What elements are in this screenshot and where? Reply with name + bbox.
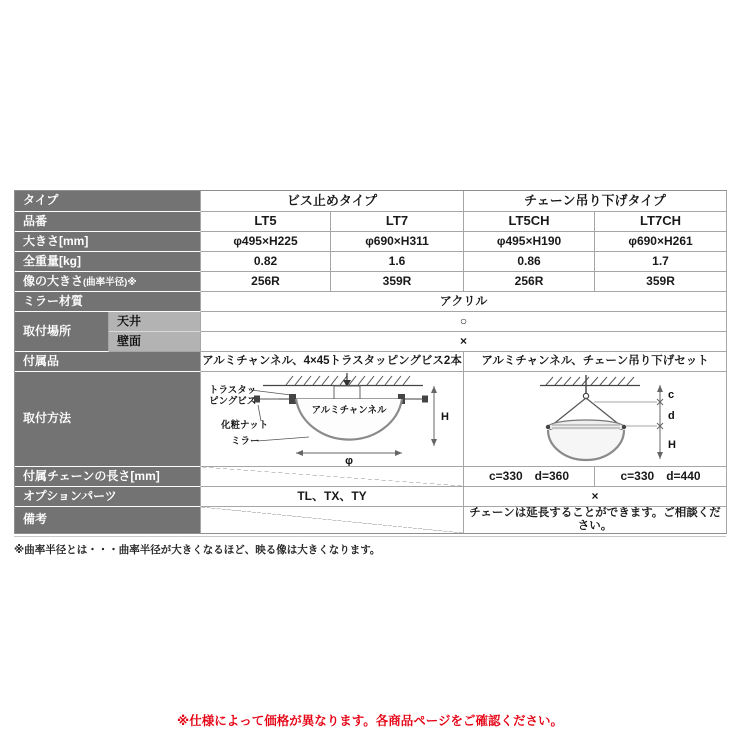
phi-arrow-right-icon: [395, 450, 402, 456]
model-name-cell: LT5CH: [464, 212, 595, 232]
group-header-screw-type: ビス止めタイプ: [201, 191, 464, 212]
model-name-cell: LT5: [201, 212, 331, 232]
row-part-no: [15, 212, 727, 232]
h-dimension-label: H: [441, 410, 449, 423]
row-option-parts: [15, 487, 727, 507]
aluminum-channel-shape: [334, 386, 360, 399]
row-label-material: ミラー材質: [15, 292, 201, 312]
c-dimension-label: c: [668, 388, 675, 401]
row-label-image-size: [15, 272, 201, 292]
ceiling-hatch: [546, 377, 634, 385]
row-label-image-size-main: 像の大きさ: [23, 273, 84, 288]
mirror-dome-shape: [548, 430, 624, 460]
weight-value-cell: 0.82: [201, 252, 331, 272]
weight-value-cell: 1.7: [595, 252, 727, 272]
mirror-label: ミラー: [231, 435, 260, 447]
row-label-mount-method: 取付方法: [15, 372, 201, 467]
row-mount-wall: [15, 332, 727, 352]
image-size-value-cell: 256R: [464, 272, 595, 292]
row-material: [15, 292, 727, 312]
chain-mount-diagram-svg: [464, 373, 726, 466]
screw-left-icon: [289, 394, 296, 404]
row-chain-length: [15, 467, 727, 487]
image-size-value-cell: 359R: [331, 272, 464, 292]
screw-label-leader: [251, 390, 291, 395]
mount-wall-label-cell: 壁面: [109, 332, 201, 352]
row-weight: [15, 252, 727, 272]
row-image-size: [15, 272, 727, 292]
hook-icon: [583, 393, 588, 398]
row-accessories: [15, 352, 727, 372]
size-value-cell: φ495×H225: [201, 232, 331, 252]
row-size: [15, 232, 727, 252]
channel-label: アルミチャンネル: [311, 404, 387, 416]
dim-arrow-top-icon: [657, 385, 663, 392]
image-size-value-cell: 359R: [595, 272, 727, 292]
screw-label-line1: トラスタッ: [209, 384, 257, 396]
chain-length-value-cell: c=330 d=440: [595, 467, 727, 487]
group-header-chain-type: チェーン吊り下げタイプ: [464, 191, 727, 212]
mount-ceiling-label-cell: 天井: [109, 312, 201, 332]
accessories-screw-cell: アルミチャンネル、4×45トラスタッピングビス2本: [201, 352, 464, 372]
row-label-size: 大きさ[mm]: [15, 232, 201, 252]
size-value-cell: φ495×H190: [464, 232, 595, 252]
phi-arrow-left-icon: [296, 450, 303, 456]
curvature-footnote: ※曲率半径とは・・・曲率半径が大きくなるほど、映る像は大きくなります。: [14, 544, 381, 556]
remarks-value-cell: チェーンは延長することができます。ご相談ください。: [464, 507, 727, 534]
product-spec-table: [14, 190, 727, 534]
chain-mount-diagram: [464, 372, 727, 467]
option-parts-screw-cell: TL、TX、TY: [201, 487, 464, 507]
phi-dimension-label: φ: [345, 454, 353, 466]
nut-label: 化粧ナット: [221, 419, 269, 431]
model-name-cell: LT7CH: [595, 212, 727, 232]
row-label-mount-location: 取付場所: [15, 312, 109, 352]
row-label-accessories: 付属品: [15, 352, 201, 372]
weight-value-cell: 0.86: [464, 252, 595, 272]
mirror-label-leader: [257, 437, 309, 441]
row-label-option-parts: オプションパーツ: [15, 487, 201, 507]
nut-label-leader: [258, 405, 261, 421]
screw-label-line2: ピングビス: [209, 395, 257, 407]
row-remarks: [15, 507, 727, 534]
dim-arrow-bottom-icon: [657, 452, 663, 459]
chain-length-value-cell: c=330 d=360: [464, 467, 595, 487]
row-label-type: タイプ: [15, 191, 201, 212]
weight-value-cell: 1.6: [331, 252, 464, 272]
material-value-cell: アクリル: [201, 292, 727, 312]
accessories-chain-cell: アルミチャンネル、チェーン吊り下げセット: [464, 352, 727, 372]
row-label-part-no: 品番: [15, 212, 201, 232]
row-label-chain-length: 付属チェーンの長さ[mm]: [15, 467, 201, 487]
row-label-remarks: 備考: [15, 507, 201, 534]
h-dimension-label: H: [668, 438, 676, 451]
row-mount-method: [15, 372, 727, 467]
price-note: ※仕様によって価格が異なります。各商品ページをご確認ください。: [177, 714, 563, 728]
mount-ceiling-value-cell: ○: [201, 312, 727, 332]
h-arrow-bottom-icon: [431, 439, 437, 446]
image-size-value-cell: 256R: [201, 272, 331, 292]
mount-wall-value-cell: ×: [201, 332, 727, 352]
size-value-cell: φ690×H311: [331, 232, 464, 252]
d-dimension-label: d: [668, 409, 675, 422]
row-mount-ceiling: [15, 312, 727, 332]
h-arrow-top-icon: [431, 386, 437, 393]
option-parts-chain-cell: ×: [464, 487, 727, 507]
screw-mount-diagram-svg: [201, 373, 463, 466]
nut-right-icon: [422, 395, 428, 402]
screw-mount-diagram: [201, 372, 464, 467]
chain-length-na-cell: [201, 467, 464, 487]
rim-screw-left-icon: [546, 424, 550, 428]
row-type: [15, 191, 727, 212]
footnote-divider: [14, 536, 726, 537]
model-name-cell: LT7: [331, 212, 464, 232]
remarks-na-cell: [201, 507, 464, 534]
size-value-cell: φ690×H261: [595, 232, 727, 252]
row-label-image-size-sub: (曲率半径)※: [83, 276, 137, 288]
row-label-weight: 全重量[kg]: [15, 252, 201, 272]
rim-screw-right-icon: [622, 424, 626, 428]
